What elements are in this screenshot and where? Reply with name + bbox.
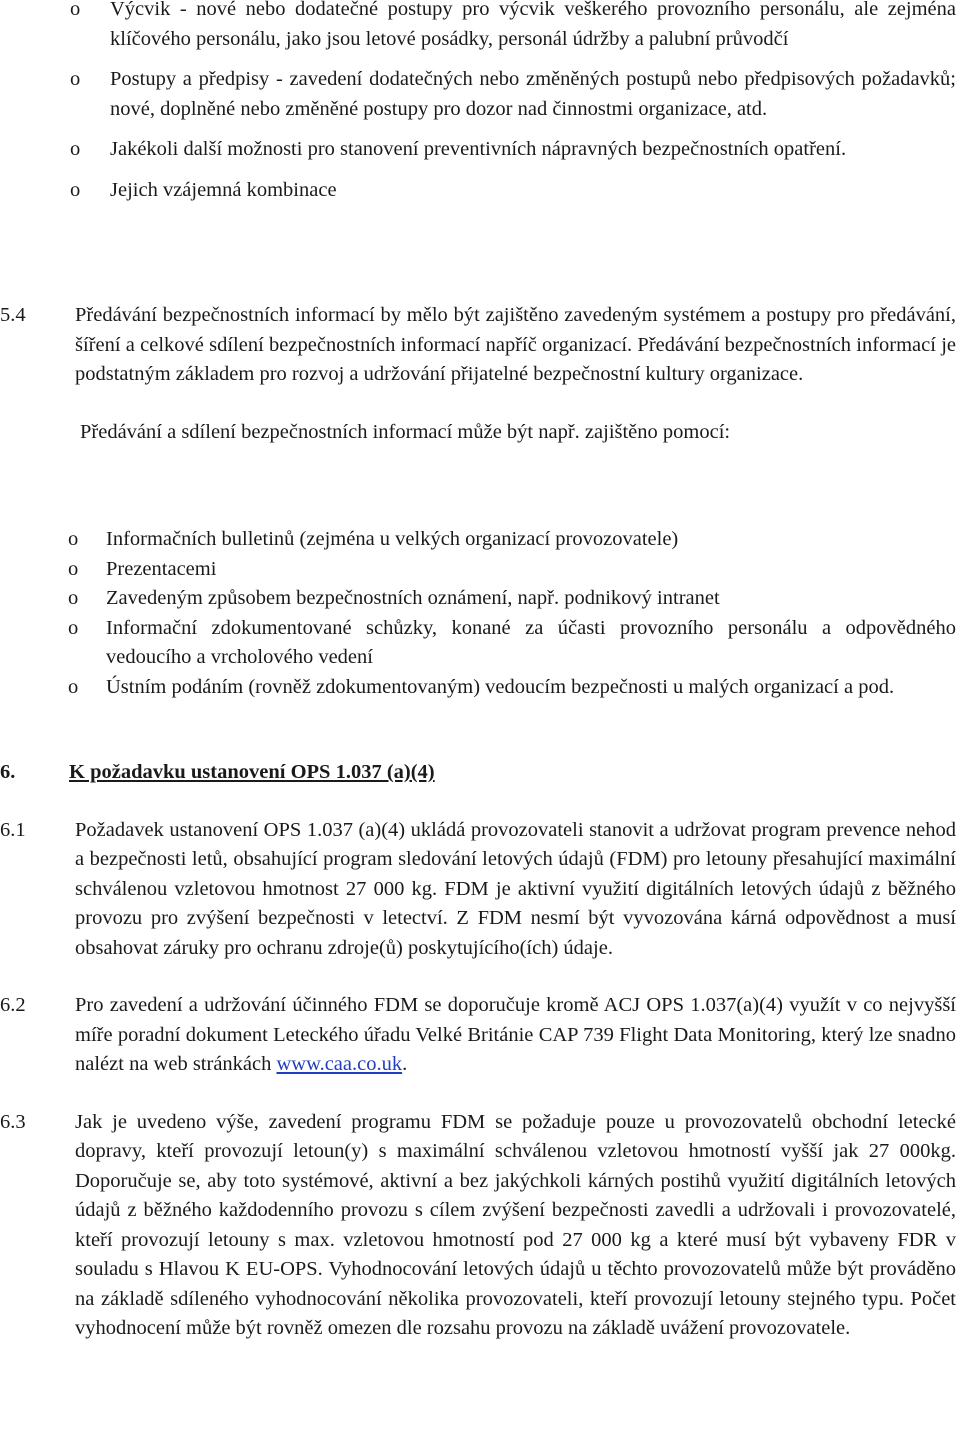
- section-heading: [0, 758, 960, 788]
- list-item: [0, 525, 960, 555]
- bullet-marker: o: [68, 616, 79, 639]
- heading-number: 6.: [0, 761, 16, 783]
- paragraph-text-body: Pro zavedení a udržování účinného FDM se doporučuje kromě ACJ OPS 1.037(a)(4) využít v co nejvyšší míře poradní dokument Leteckého úřadu Velké Británie CAP 739 Flight Data Monitoring, který lze snadno nalézt na web stránkách: [75, 994, 956, 1075]
- means-bullet-list: [0, 525, 960, 702]
- bullet-marker: o: [68, 587, 79, 609]
- paragraph-text: Jak je uvedeno výše, zavedení programu FDM se požaduje pouze u provozovatelů obchodní letecké dopravy, kteří provozují letoun(y) s maximální schválenou vzletovou hmotností vyšší jak 27 000kg. Doporučuje se, aby toto systémové, aktivní a bez jakýchkoli kárných postihů využití digitálních letových údajů z běžného každodenního provozu s cílem zvýšení bezpečnosti zavedli a udržovali i provozovatelé, kteří provozují letouny s max. vzletovou hmotností pod 27 000 kg a které musí být vybaveny FDR v souladu s Hlavou K EU-OPS. Vyhodnocování letových údajů u těchto provozovatelů může být prováděno na základě sdíleného vyhodnocování několika provozovateli, kteří provozují letouny stejného typu. Počet vyhodnocení může být rovněž omezen dle rozsahu provozu na základě uvážení provozovatele.: [75, 1110, 956, 1339]
- paragraph-text: Předávání bezpečnostních informací by mělo být zajištěno zavedeným systémem a postupy pro předávání, šíření a celkové sdílení bezpečnostních informací napříč organizací. Předávání bezpečnostních informací je podstatným základem pro rozvoj a udržování přijatelné bezpečnostní kultury organizace.: [75, 304, 956, 385]
- section-6: [0, 758, 960, 1344]
- list-item-text: Informačních bulletinů (zejména u velkých organizací provozovatele): [106, 528, 679, 550]
- numbered-paragraph: [0, 301, 960, 390]
- list-item-text: Jejich vzájemná kombinace: [110, 178, 337, 201]
- list-item: [0, 614, 960, 673]
- numbered-paragraph: [0, 816, 960, 964]
- paragraph-number: 6.3: [0, 1110, 26, 1133]
- top-bullet-list: [0, 0, 960, 216]
- heading-title: K požadavku ustanovení OPS 1.037 (a)(4): [69, 761, 435, 783]
- paragraph-number: 5.4: [0, 304, 26, 326]
- list-item-text: Informační zdokumentované schůzky, konané za účasti provozního personálu a odpovědného vedoucího a vrcholového vedení: [106, 616, 956, 668]
- list-item-text: Jakékoli další možnosti pro stanovení preventivních nápravných bezpečnostních opatření.: [110, 138, 847, 160]
- bullet-marker: o: [68, 675, 79, 698]
- paragraph-text: [75, 991, 956, 1080]
- bullet-marker: o: [70, 178, 81, 201]
- paragraph-number: 6.1: [0, 818, 26, 841]
- list-item-text: Výcvik - nové nebo dodatečné postupy pro výcvik veškerého provozního personálu, ale zejména klíčového personálu, jako jsou letové posádky, personál údržby a palubní průvodčí: [110, 0, 956, 50]
- list-item-text: Ústním podáním (rovněž zdokumentovaným) vedoucím bezpečnosti u malých organizací a pod.: [106, 675, 895, 698]
- list-item-text: Postupy a předpisy - zavedení dodatečných nebo změněných postupů nebo předpisových požadavků; nové, doplněné nebo změněné postupy pro dozor nad činnostmi organizace, atd.: [110, 68, 956, 120]
- list-item: [0, 584, 960, 614]
- numbered-paragraph: [0, 991, 960, 1080]
- list-item: [0, 0, 960, 54]
- list-item: [0, 673, 960, 703]
- paragraph-intro: Předávání a sdílení bezpečnostních informací může být např. zajištěno pomocí:: [80, 420, 731, 443]
- bullet-marker: o: [68, 528, 79, 550]
- paragraph-text: Požadavek ustanovení OPS 1.037 (a)(4) ukládá provozovateli stanovit a udržovat program prevence nehod a bezpečnosti letů, obsahující program sledování letových údajů (FDM) pro letouny přesahující maximální schválenou vzletovou hmotnost 27 000 kg. FDM je aktivní využití digitálních letových údajů z běžného provozu pro zvýšení bezpečnosti v letectví. Z FDM nesmí být vyvozována kárná odpovědnost a musí obsahovat záruky pro ochranu zdroje(ů) poskytujícího(ích) údaje.: [75, 818, 956, 959]
- numbered-paragraph: [0, 1108, 960, 1344]
- bullet-marker: o: [70, 138, 81, 160]
- list-item: [0, 65, 960, 124]
- bullet-marker: o: [70, 68, 81, 90]
- paragraph-number: 6.2: [0, 994, 26, 1016]
- caa-website-link[interactable]: www.caa.co.uk: [276, 1053, 403, 1075]
- list-item-text: Prezentacemi: [106, 557, 217, 580]
- list-item-text: Zavedeným způsobem bezpečnostních oznámení, např. podnikový intranet: [106, 587, 720, 609]
- paragraph-text-end: .: [402, 1053, 408, 1075]
- list-item: [0, 555, 960, 585]
- bullet-marker: o: [70, 0, 81, 20]
- list-item: [0, 135, 960, 165]
- section-5-4: [0, 301, 960, 473]
- list-item: [0, 176, 960, 206]
- bullet-marker: o: [68, 557, 79, 580]
